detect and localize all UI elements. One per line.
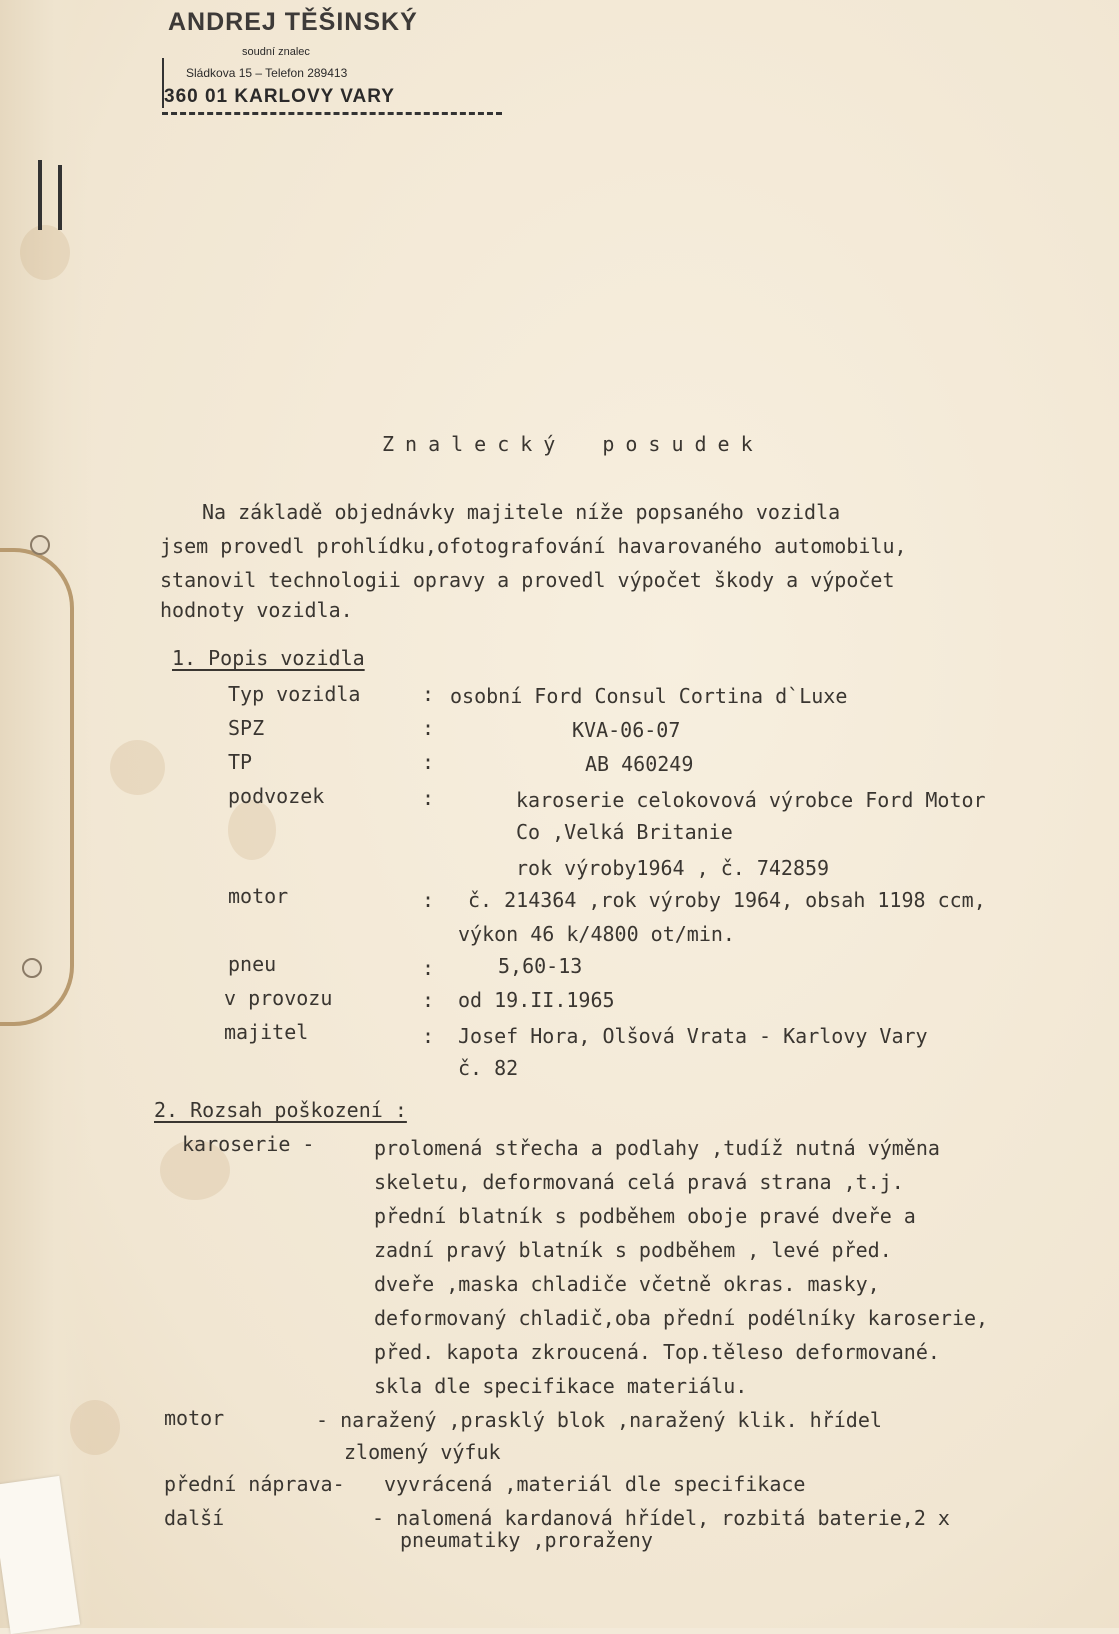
row-sep: : [422,1024,435,1048]
intro-line: jsem provedl prohlídku,ofotografování havarovaného automobilu, [160,534,907,558]
punch-hole [22,958,42,978]
expert-role: soudní znalec [242,46,310,58]
row-value-cont: výkon 46 k/4800 ot/min. [458,922,735,946]
row-label: podvozek [228,784,325,808]
expert-city: 360 01 KARLOVY VARY [164,86,395,107]
row-value-cont: Co ,Velká Britanie [516,820,733,844]
intro-line: hodnoty vozidla. [160,598,353,622]
row-value: od 19.II.1965 [458,988,615,1012]
damage-line: skla dle specifikace materiálu. [374,1374,748,1398]
damage-label: další [164,1506,225,1530]
row-value: Josef Hora, Olšová Vrata - Karlovy Vary [458,1024,928,1048]
damage-line: pneumatiky ,proraženy [400,1528,653,1552]
row-sep: : [422,888,435,912]
row-label: Typ vozidla [228,682,361,706]
binding-string [0,548,74,1026]
row-label: motor [228,884,289,908]
row-sep: : [422,956,435,980]
stain [110,740,165,795]
intro-line: stanovil technologii opravy a provedl výpočet škody a výpočet [160,568,895,592]
expert-address: Sládkova 15 – Telefon 289413 [186,66,348,80]
damage-line: prolomená střecha a podlahy ,tudíž nutná výměna [374,1136,940,1160]
row-label: v provozu [224,986,333,1010]
damage-line: zlomený výfuk [344,1440,501,1464]
title-word-2: posudek [602,432,764,456]
row-value: č. 214364 ,rok výroby 1964, obsah 1198 ccm, [468,888,986,912]
damage-line: vyvrácená ,materiál dle specifikace [384,1472,806,1496]
damage-line: skeletu, deformovaná celá pravá strana ,t.j. [374,1170,904,1194]
section1-heading: 1. Popis vozidla [172,646,365,670]
row-label: majitel [224,1020,309,1044]
row-sep: : [422,716,435,740]
damage-label: motor [164,1406,225,1430]
binder-mark [58,165,62,230]
damage-label: karoserie - [182,1132,315,1156]
stamp-dashes [162,112,502,115]
row-sep: : [422,988,435,1012]
expert-name: ANDREJ TĚŠINSKÝ [168,8,418,36]
title-word-1: Znalecký [382,432,567,456]
intro-line: Na základě objednávky majitele níže popsaného vozidla [202,500,841,524]
row-label: pneu [228,952,277,976]
row-sep: : [422,786,435,810]
damage-line: před. kapota zkroucená. Top.těleso deformované. [374,1340,940,1364]
punch-hole [30,535,50,555]
section2-heading: 2. Rozsah poškození : [154,1098,407,1122]
damage-line: dveře ,maska chladiče včetně okras. masky, [374,1272,880,1296]
row-sep: : [422,682,435,706]
row-label: TP [228,750,253,774]
stain [70,1400,120,1455]
row-value: KVA-06-07 [572,718,681,742]
damage-line: zadní pravý blatník s podběhem , levé před. [374,1238,892,1262]
document-title [382,432,764,456]
row-value: osobní Ford Consul Cortina d`Luxe [450,684,848,708]
row-sep: : [422,750,435,774]
row-value: 5,60-13 [498,954,583,978]
damage-label: přední náprava- [164,1472,345,1496]
binder-mark [38,160,42,230]
stain [228,800,276,860]
row-label: SPZ [228,716,265,740]
row-value-cont: rok výroby1964 , č. 742859 [516,856,830,880]
damage-line: deformovaný chladič,oba přední podélníky karoserie, [374,1306,989,1330]
row-value: AB 460249 [585,752,694,776]
damage-line: - nalomená kardanová hřídel, rozbitá baterie,2 x [372,1506,950,1530]
row-value: karoserie celokovová výrobce Ford Motor [516,788,986,812]
stain [20,225,70,280]
damage-line: - naražený ,prasklý blok ,naražený klik. hřídel [316,1408,882,1432]
row-value-cont: č. 82 [458,1056,519,1080]
damage-line: přední blatník s podběhem oboje pravé dveře a [374,1204,916,1228]
